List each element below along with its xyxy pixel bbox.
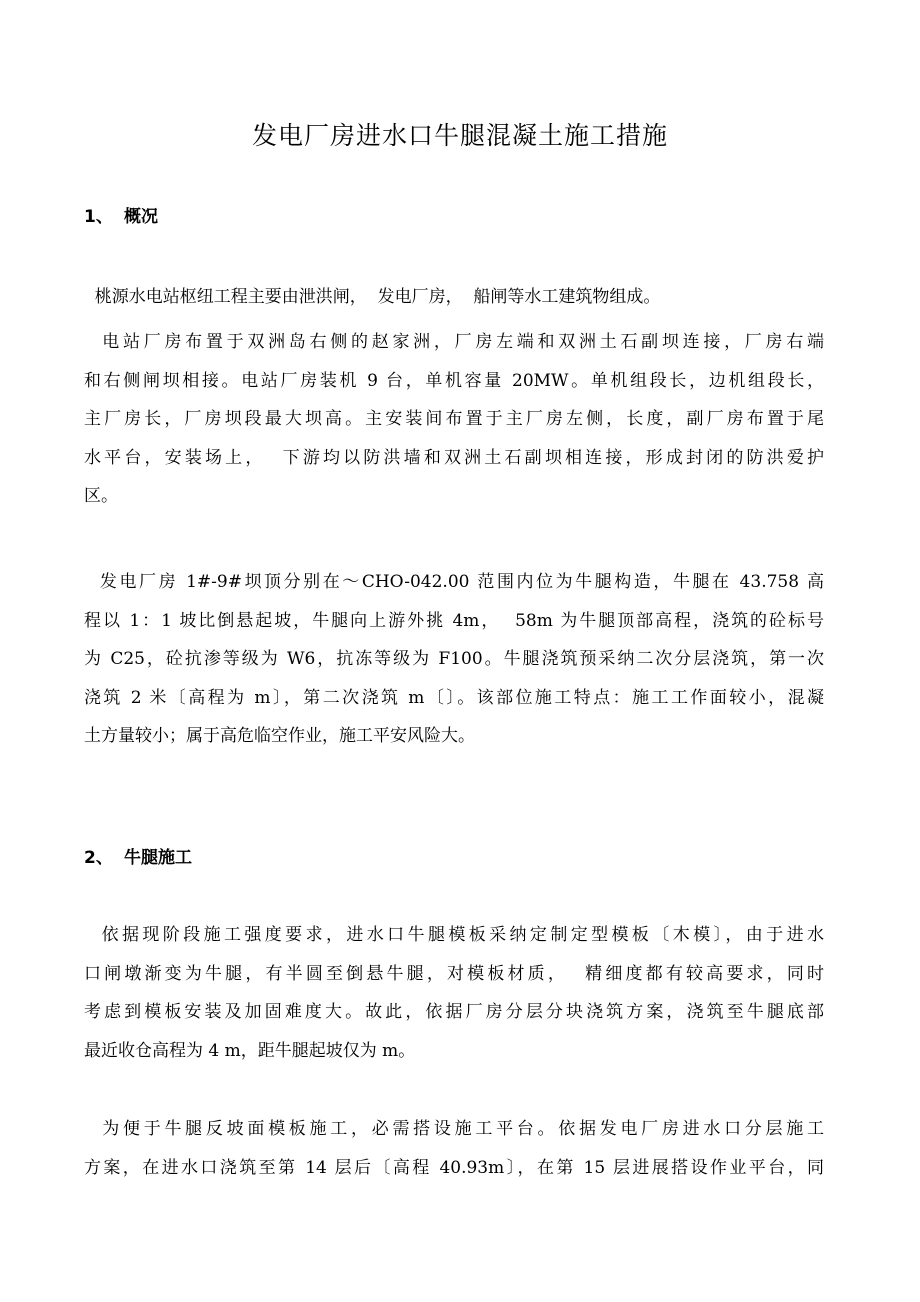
paragraph [84, 1110, 824, 1187]
paragraph-line: 电站厂房布置于双洲岛右侧的赵家洲，厂房左端和双洲土石副坝连接，厂房右端 [84, 332, 824, 352]
paragraph-line: 依据现阶段施工强度要求，进水口牛腿模板采纳定制定型模板〔木模〕，由于进水 [84, 925, 824, 945]
paragraph-line: 桃源水电站枢纽工程主要由泄洪闸， 发电厂房， 船闸等水工建筑物组成。 [84, 287, 661, 307]
paragraph [84, 916, 824, 1070]
paragraph-line: 考虑到模板安装及加固难度大。故此，依据厂房分层分块浇筑方案，浇筑至牛腿底部 [84, 1002, 824, 1022]
paragraph-line: 程以 1：1 坡比倒悬起坡，牛腿向上游外挑 4m， 58m 为牛腿顶部高程，浇筑的砼标号 [84, 610, 824, 631]
section-number: 1、 [84, 207, 113, 227]
section-heading-2 [84, 845, 192, 871]
section-heading-1 [84, 204, 158, 230]
paragraph [84, 563, 824, 756]
section-title: 概况 [124, 207, 158, 227]
section-number: 2、 [84, 848, 113, 868]
paragraph-line: 最近收仓高程为 4 m，距牛腿起坡仅为 m。 [84, 1040, 416, 1061]
paragraph [84, 323, 824, 516]
paragraph-line: 水平台，安装场上， 下游均以防洪墙和双洲土石副坝相连接，形成封闭的防洪爱护 [84, 447, 824, 468]
paragraph-line: 和右侧闸坝相接。电站厂房装机 9 台，单机容量 20MW。单机组段长，边机组段长， [84, 370, 824, 391]
paragraph-line: 发电厂房 1#-9#坝顶分别在～CHO-042.00 范围内位为牛腿构造，牛腿在 43.758 高 [84, 572, 824, 592]
paragraph-line: 方案，在进水口浇筑至第 14 层后〔高程 40.93m〕，在第 15 层进展搭设作业平台，同 [84, 1157, 824, 1178]
paragraph [84, 278, 824, 317]
paragraph-line: 主厂房长，厂房坝段最大坝高。主安装间布置于主厂房左侧，长度，副厂房布置于尾 [84, 409, 824, 429]
paragraph-line: 口闸墩渐变为牛腿，有半圆至倒悬牛腿，对模板材质， 精细度都有较高要求，同时 [84, 963, 824, 984]
paragraph-line: 土方量较小；属于高危临空作业，施工平安风险大。 [84, 726, 475, 746]
paragraph-line: 区。 [84, 486, 118, 506]
document-title: 发电厂房进水口牛腿混凝土施工措施 [251, 121, 668, 150]
paragraph-line: 浇筑 2 米〔高程为 m〕，第二次浇筑 m〔〕。该部位施工特点：施工工作面较小，混凝 [84, 687, 824, 708]
paragraph-line: 为便于牛腿反坡面模板施工，必需搭设施工平台。依据发电厂房进水口分层施工 [84, 1119, 824, 1139]
paragraph-line: 为 C25，砼抗渗等级为 W6，抗冻等级为 F100。牛腿浇筑预采纳二次分层浇筑，第一次 [84, 649, 824, 669]
section-title: 牛腿施工 [124, 848, 192, 868]
